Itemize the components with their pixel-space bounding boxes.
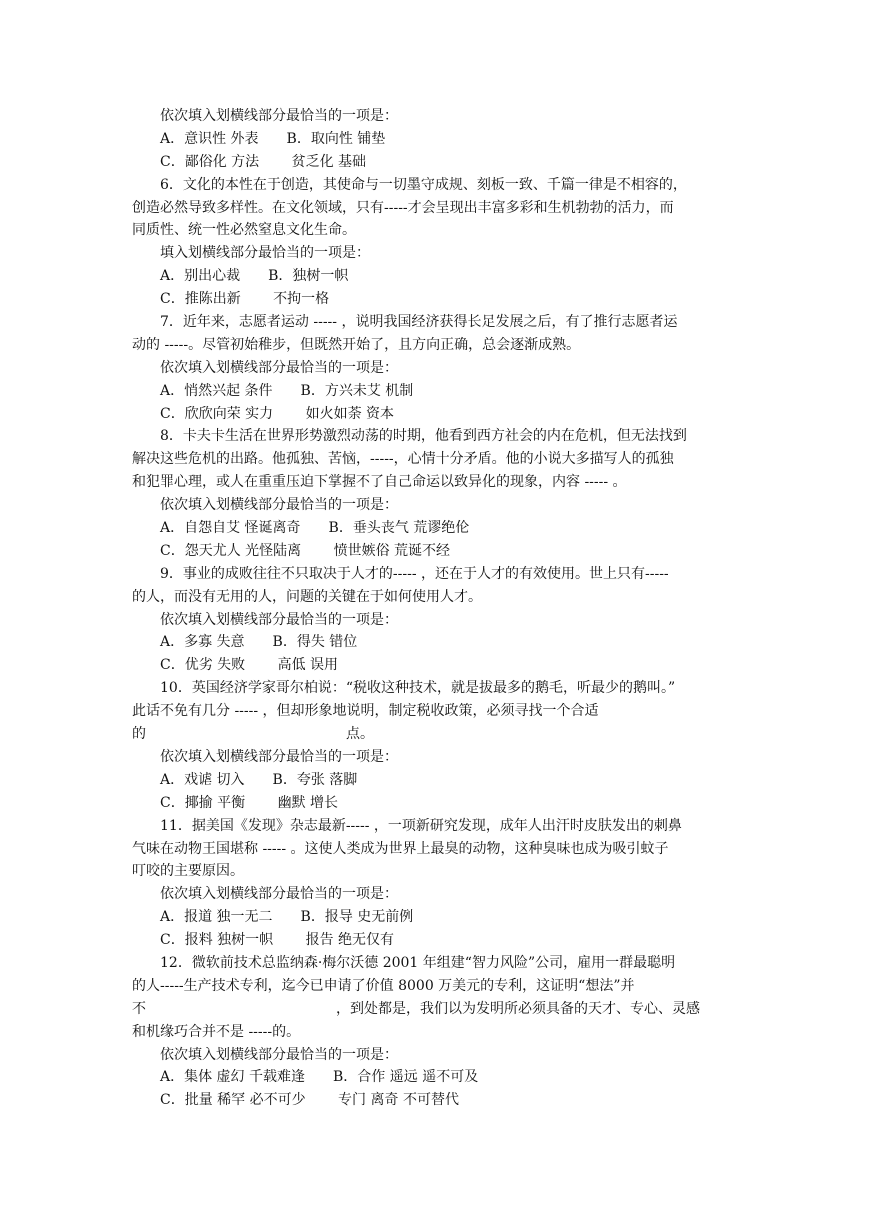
q7-text-line: 7．近年来，志愿者运动 ----- ，说明我国经济获得长足发展之后，有了推行志愿者运 <box>160 314 678 331</box>
q11-text-line: 气味在动物王国堪称 ----- 。这使人类成为世界上最臭的动物，这种臭味也成为吸引蚊子 <box>132 840 669 857</box>
q11-options-ab: A．报道 独一无二 B．报导 史无前例 <box>160 909 414 926</box>
q10-text-fragment: 的 <box>132 726 146 743</box>
q8-text-line: 8．卡夫卡生活在世界形势激烈动荡的时期，他看到西方社会的内在危机，但无法找到 <box>160 428 687 445</box>
q6-text-line: 同质性、统一性必然窒息文化生命。 <box>132 222 356 239</box>
q10-text-line: 此话不免有几分 ----- ，但却形象地说明，制定税收政策，必须寻找一个合适 <box>132 703 599 720</box>
q6-text-line: 6．文化的本性在于创造，其使命与一切墨守成规、刻板一致、千篇一律是不相容的， <box>160 176 687 193</box>
q7-options-ab: A．悄然兴起 条件 B．方兴未艾 机制 <box>160 382 414 399</box>
q12-text-fragment: ，到处都是，我们以为发明所必须具备的天才、专心、灵感 <box>336 1000 700 1017</box>
q11-text-line: 叮咬的主要原因。 <box>132 863 244 880</box>
q11-options-cd: C．报料 独树一帜 报告 绝无仅有 <box>160 932 395 949</box>
q8-prompt: 依次填入划横线部分最恰当的一项是： <box>160 497 398 514</box>
q6-text-line: 创造必然导致多样性。在文化领域，只有-----才会呈现出丰富多彩和生机勃勃的活力，而 <box>132 199 674 216</box>
q10-options-cd: C．揶揄 平衡 幽默 增长 <box>160 794 339 811</box>
q5-prompt: 依次填入划横线部分最恰当的一项是： <box>160 108 398 124</box>
q6-options-cd: C．推陈出新 不拘一格 <box>160 291 330 308</box>
q6-options-ab: A．别出心裁 B．独树一帜 <box>160 268 349 285</box>
q10-prompt: 依次填入划横线部分最恰当的一项是： <box>160 748 398 765</box>
q12-text-line: 和机缘巧合并不是 -----的。 <box>132 1023 301 1040</box>
q8-text-line: 解决这些危机的出路。他孤独、苦恼，-----，心情十分矛盾。他的小说大多描写人的孤独 <box>132 451 674 468</box>
q12-text-line: 的人-----生产技术专利，迄今已申请了价值 8000 万美元的专利，这证明“想法”并 <box>132 977 635 994</box>
q10-text-fragment: 点。 <box>346 726 374 743</box>
q12-text-fragment: 不 <box>132 1000 146 1017</box>
q12-text-line-split <box>132 998 742 1021</box>
q11-prompt: 依次填入划横线部分最恰当的一项是： <box>160 886 398 903</box>
q9-options-cd: C．优劣 失败 高低 误用 <box>160 657 339 674</box>
q9-options-ab: A．多寡 失意 B．得失 错位 <box>160 634 358 651</box>
q10-text-line-split <box>132 723 742 746</box>
q7-text-line: 动的 -----。尽管初始稚步，但既然开始了，且方向正确，总会逐渐成熟。 <box>132 336 581 353</box>
question-content <box>132 105 742 1112</box>
q7-prompt: 依次填入划横线部分最恰当的一项是： <box>160 359 398 376</box>
q9-prompt: 依次填入划横线部分最恰当的一项是： <box>160 611 398 628</box>
q11-text-line: 11．据美国《发现》杂志最新----- ，一项新研究发现，成年人出汗时皮肤发出的刺鼻 <box>160 817 682 834</box>
q6-prompt: 填入划横线部分最恰当的一项是： <box>160 245 370 262</box>
q10-text-line: 10．英国经济学家哥尔柏说：“税收这种技术，就是拔最多的鹅毛，听最少的鹅叫。” <box>160 680 676 697</box>
q7-options-cd: C．欣欣向荣 实力 如火如荼 资本 <box>160 405 395 422</box>
q9-text-line: 的人，而没有无用的人，问题的关键在于如何使用人才。 <box>132 588 482 605</box>
q8-text-line: 和犯罪心理，或人在重重压迫下掌握不了自己命运以致异化的现象，内容 ----- 。 <box>132 474 627 491</box>
q12-text-line: 12．微软前技术总监纳森·梅尔沃德 2001 年组建“智力风险”公司，雇用一群最聪明 <box>160 954 676 971</box>
q12-prompt: 依次填入划横线部分最恰当的一项是： <box>160 1046 398 1063</box>
q9-text-line: 9．事业的成败往往不只取决于人才的----- ，还在于人才的有效使用。世上只有----- <box>160 565 669 582</box>
q12-options-cd: C．批量 稀罕 必不可少 专门 离奇 不可替代 <box>160 1092 459 1109</box>
q5-options-ab: A．意识性 外表 B．取向性 铺垫 <box>160 130 386 147</box>
q8-options-ab: A．自怨自艾 怪诞离奇 B．垂头丧气 荒谬绝伦 <box>160 520 470 537</box>
q8-options-cd: C．怨天尤人 光怪陆离 愤世嫉俗 荒诞不经 <box>160 542 451 559</box>
q5-options-cd: C．鄙俗化 方法 贫乏化 基础 <box>160 153 367 170</box>
q12-options-ab: A．集体 虚幻 千载难逢 B．合作 遥远 遥不可及 <box>160 1069 479 1086</box>
q10-options-ab: A．戏谑 切入 B．夸张 落脚 <box>160 771 358 788</box>
